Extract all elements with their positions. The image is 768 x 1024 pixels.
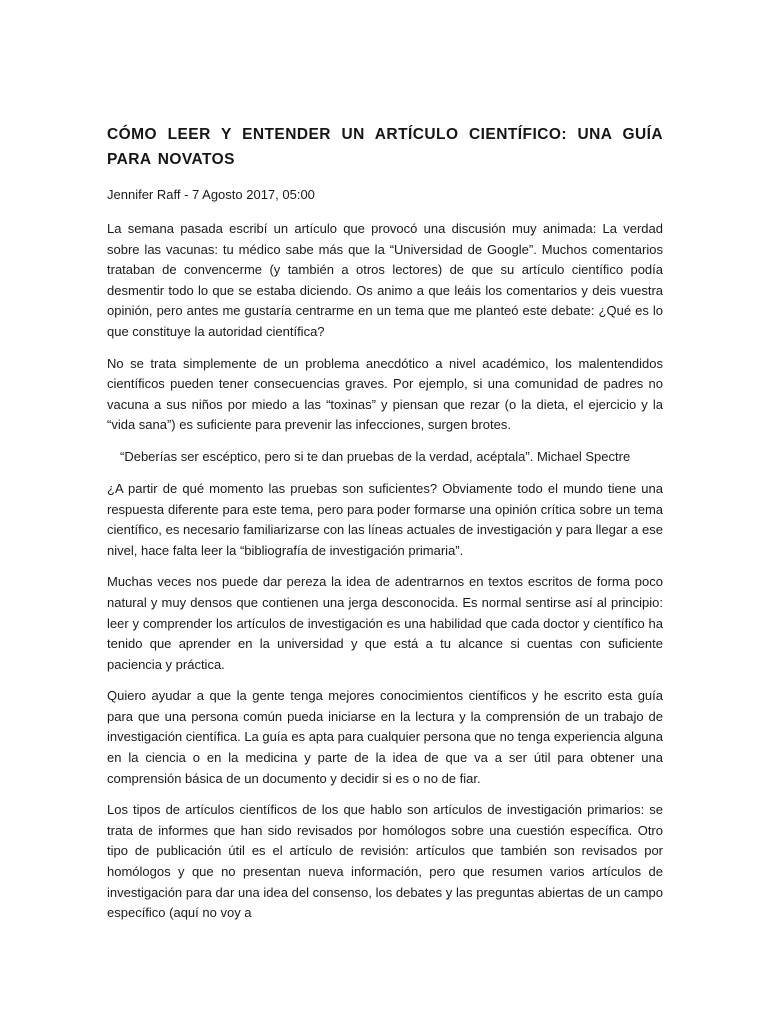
paragraph-6: Los tipos de artículos científicos de los que hablo son artículos de investigación primarios: se trata de informes que han sido revisados por homólogos sobre una cuestión específica. Otro tipo de publicación útil es el artículo de revisión: artículos que también son revisados por homólogos y que no presentan nueva información, pero que resumen varios artículos de investigación para dar una idea del consenso, los debates y las preguntas abiertas de un campo específico (aquí no voy a — [107, 802, 663, 921]
paragraph-3: ¿A partir de qué momento las pruebas son suficientes? Obviamente todo el mundo tiene una respuesta diferente para este tema, pero para poder formarse una opinión crítica sobre un tema científico, es necesario familiarizarse con las líneas actuales de investigación y para llegar a ese nivel, hace falta leer la “bibliografía de investigación primaria”. — [107, 480, 663, 558]
paragraph-4: Muchas veces nos puede dar pereza la idea de adentrarnos en textos escritos de forma poco natural y muy densos que contienen una jerga desconocida. Es normal sentirse así al principio: leer y comprender los artículos de investigación es una habilidad que cada doctor y científico ha tenido que aprender en la universidad y que está a tu alcance si cuentas con suficiente paciencia y práctica. — [107, 574, 663, 672]
article-page — [107, 122, 663, 935]
article-byline: Jennifer Raff - 7 Agosto 2017, 05:00 — [107, 187, 315, 202]
paragraph-2: No se trata simplemente de un problema anecdótico a nivel académico, los malentendidos científicos pueden tener consecuencias graves. Por ejemplo, si una comunidad de padres no vacuna a sus niños por miedo a las “toxinas” y piensan que rezar (o la dieta, el ejercicio y la “vida sana”) es suficiente para prevenir las infecciones, surgen brotes. — [107, 355, 663, 433]
pull-quote: “Deberías ser escéptico, pero si te dan pruebas de la verdad, acéptala”. Michael Spectre — [120, 448, 631, 464]
paragraph-1: La semana pasada escribí un artículo que provocó una discusión muy animada: La verdad sobre las vacunas: tu médico sabe más que la “Universidad de Google”. Muchos comentarios trataban de convencerme (y también a otros lectores) de que su artículo científico podía desmentir todo lo que se estaba diciendo. Os animo a que leáis los comentarios y deis vuestra opinión, pero antes me gustaría centrarme en un tema que me planteó este debate: ¿Qué es lo que constituye la autoridad científica? — [107, 221, 663, 339]
article-title: CÓMO LEER Y ENTENDER UN ARTÍCULO CIENTÍFICO: UNA GUÍA PARA NOVATOS — [107, 126, 663, 168]
paragraph-5: Quiero ayudar a que la gente tenga mejores conocimientos científicos y he escrito esta guía para que una persona común pueda iniciarse en la lectura y la comprensión de un trabajo de investigación científica. La guía es apta para cualquier persona que no tenga experiencia alguna en la ciencia o en la medicina y parte de la idea de que va a ser útil para obtener una comprensión básica de un documento y decidir si es o no de fiar. — [107, 688, 663, 786]
